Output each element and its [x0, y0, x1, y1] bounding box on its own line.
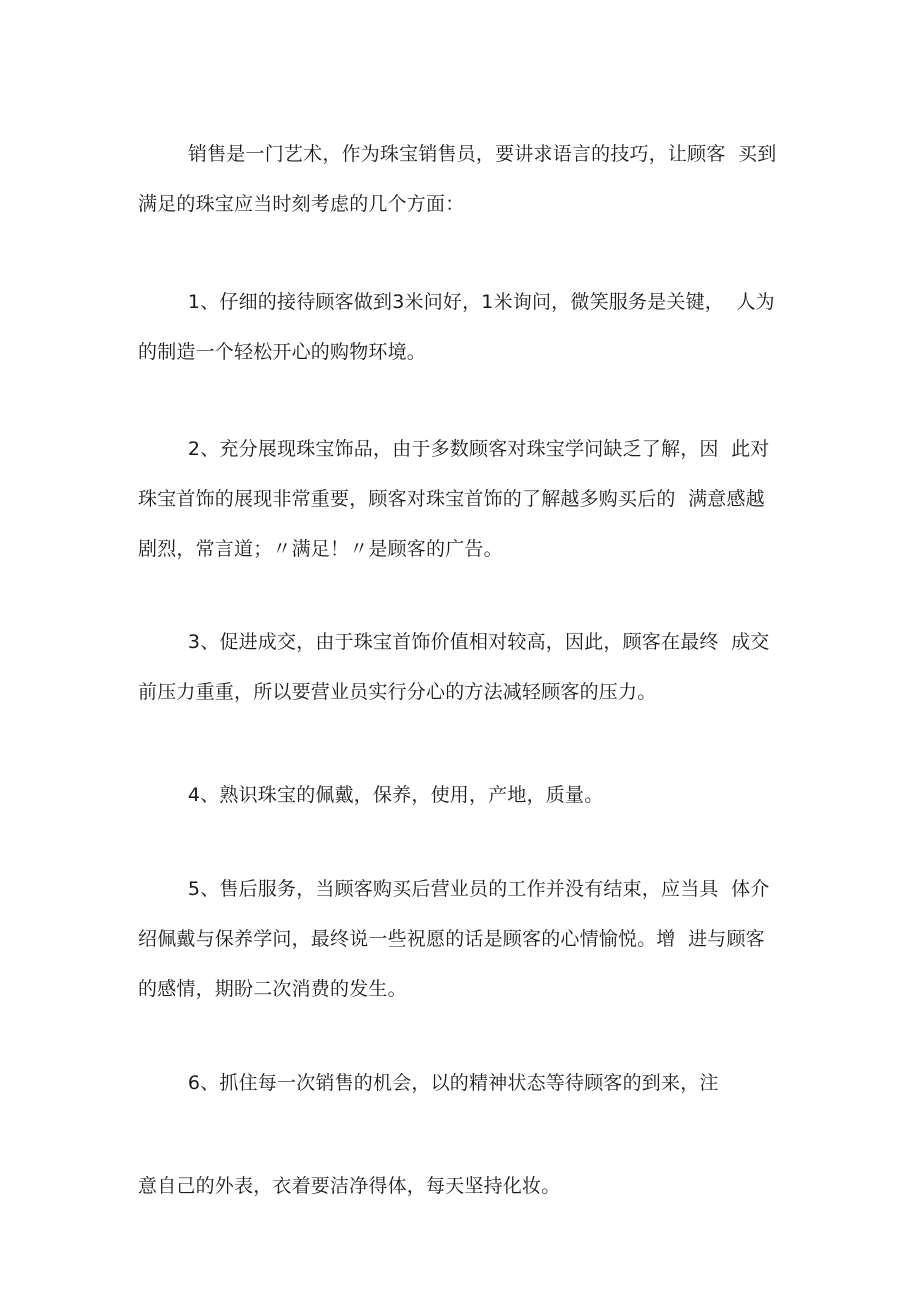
text-line: 剧烈，常言道；〃满足！〃是顾客的广告。 — [138, 538, 503, 560]
paragraph-item-6 — [138, 1058, 788, 1108]
paragraph-item-5 — [138, 864, 788, 1014]
text-line: 珠宝首饰的展现非常重要，顾客对珠宝首饰的了解越多购买后的 满意感越 — [138, 488, 765, 510]
text-line: 的制造一个轻松开心的购物环境。 — [138, 341, 427, 363]
text-line: 绍佩戴与保养学问，最终说一些祝愿的话是顾客的心情愉悦。增 进与顾客 — [138, 928, 765, 950]
text-line: 满足的珠宝应当时刻考虑的几个方面： — [138, 193, 465, 215]
paragraph-item-1 — [138, 277, 788, 377]
text-line: 的感情，期盼二次消费的发生。 — [138, 978, 407, 1000]
paragraph-item-2 — [138, 424, 788, 574]
paragraph-item-3 — [138, 617, 788, 717]
text-line: 意自己的外表，衣着要洁净得体，每天坚持化妆。 — [138, 1175, 561, 1197]
text-line: 前压力重重，所以要营业员实行分心的方法减轻顾客的压力。 — [138, 681, 657, 703]
paragraph-item-6-continued — [138, 1161, 788, 1211]
paragraph-item-4 — [138, 770, 788, 820]
text-line: 3、促进成交，由于珠宝首饰价值相对较高，因此，顾客在最终 成交 — [138, 631, 770, 653]
text-line: 5、售后服务，当顾客购买后营业员的工作并没有结束，应当具 体介 — [138, 878, 770, 900]
text-line: 1、仔细的接待顾客做到3米问好，1米询问，微笑服务是关键， 人为 — [138, 291, 775, 313]
paragraph-intro — [138, 129, 788, 229]
text-line: 2、充分展现珠宝饰品，由于多数顾客对珠宝学问缺乏了解，因 此对 — [138, 438, 770, 460]
text-line: 4、熟识珠宝的佩戴，保养，使用，产地，质量。 — [138, 784, 604, 806]
text-line: 6、抓住每一次销售的机会，以的精神状态等待顾客的到来，注 — [138, 1072, 719, 1094]
text-line: 销售是一门艺术，作为珠宝销售员，要讲求语言的技巧，让顾客 买到 — [138, 143, 777, 165]
